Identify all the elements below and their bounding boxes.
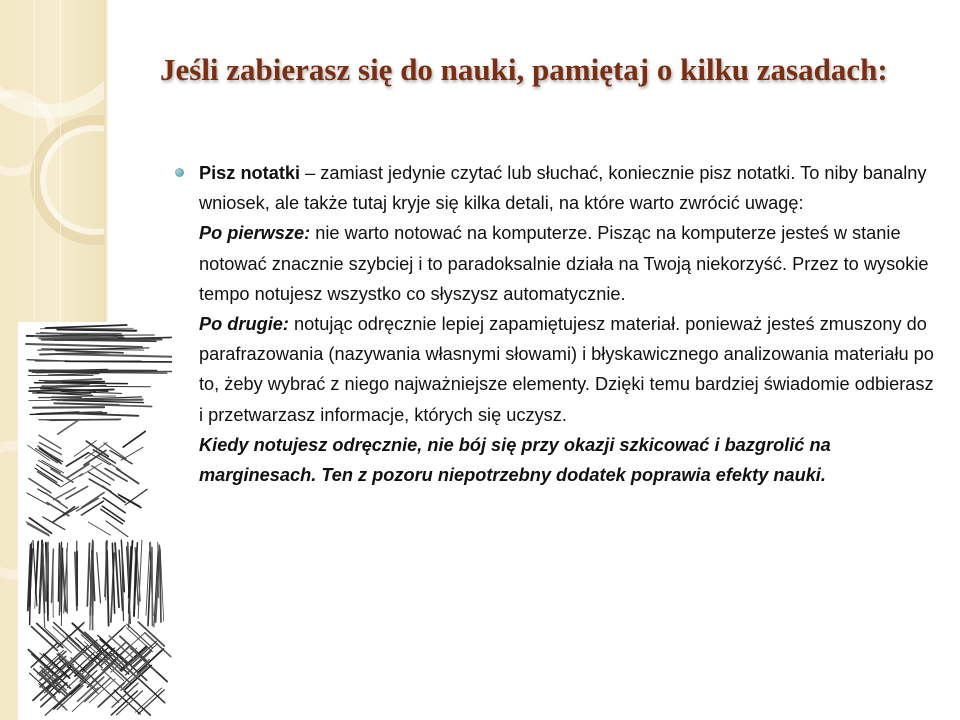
slide-title: Jeśli zabierasz się do nauki, pamiętaj o kilku zasadach: [160, 52, 888, 87]
second-point-text: notując odręcznie lepiej zapamiętujesz materiał. ponieważ jesteś zmuszony do parafrazowania (nazywania własnymi słowami) i błyskawicznego analizowania materiału po to, żeby wybrać z niego najważniejsze elementy. Dzięki temu bardziej świadomie odbierasz i przetwarzasz informacje, których się uczysz. [199, 314, 934, 425]
second-point-label: Po drugie: [199, 314, 289, 335]
bullet-item [175, 158, 935, 490]
lead-label: Pisz notatki [199, 163, 301, 183]
bullet-text [199, 158, 935, 490]
first-point-label: Po pierwsze: [199, 223, 311, 244]
first-point [199, 218, 935, 309]
first-point-text: nie warto notować na komputerze. Pisząc na komputerze jesteś w stanie notować znacznie szybciej i to paradoksalnie działa na Twoją niekorzyść. Przez to wysokie tempo notujesz wszystko co słyszysz automatycznie. [199, 223, 929, 304]
slide-content [175, 158, 935, 490]
bullet-dot-icon [175, 168, 184, 177]
intro-paragraph [199, 158, 935, 218]
second-point [199, 309, 935, 430]
lead-text: – zamiast jedynie czytać lub słuchać, koniecznie pisz notatki. To niby banalny wniosek, ale także tutaj kryje się kilka detali, na które warto zwrócić uwagę: [199, 163, 927, 214]
pencil-scribble-illustration [18, 322, 172, 720]
closing-note: Kiedy notujesz odręcznie, nie bój się przy okazji szkicować i bazgrolić na marginesach. Ten z pozoru niepotrzebny dodatek poprawia efekty nauki. [199, 434, 831, 486]
